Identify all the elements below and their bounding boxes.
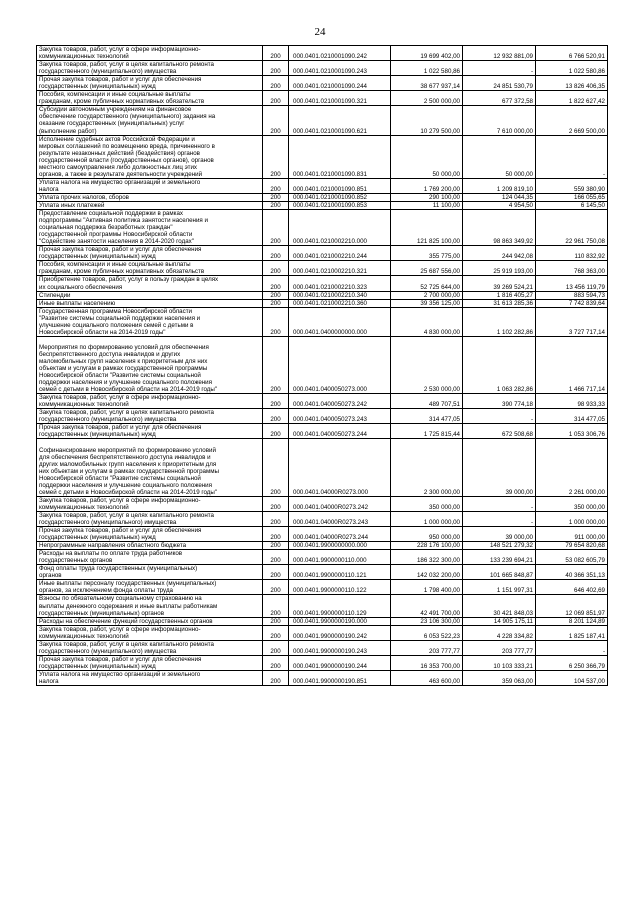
row-kbk-cell: 000.0401.0210001090.853	[289, 201, 391, 209]
row-name-cell: Иные выплаты персоналу государственных (муниципальных) органов, за исключением фонда оплаты труда	[37, 580, 263, 595]
row-name-cell: Прочая закупка товаров, работ и услуг для обеспечения государственных (муниципальных) нужд	[37, 246, 263, 261]
row-remain-cell: 6 145,50	[536, 201, 608, 209]
row-remain-cell: 911 000,00	[536, 527, 608, 542]
table-row	[37, 261, 608, 276]
table-row	[37, 424, 608, 439]
row-code-cell: 200	[263, 91, 289, 106]
row-plan-cell: 314 477,05	[391, 409, 463, 424]
row-fact-cell: 25 919 193,00	[463, 261, 536, 276]
table-row	[37, 511, 608, 526]
table-row	[37, 617, 608, 625]
row-code-cell: 200	[263, 106, 289, 135]
table-row	[37, 640, 608, 655]
row-code-cell: 200	[263, 46, 289, 61]
row-name-cell: Уплата налога на имущество организаций и земельного налога	[37, 178, 263, 193]
row-kbk-cell: 000.0401.04000R0273.243	[289, 511, 391, 526]
row-code-cell: 200	[263, 511, 289, 526]
row-code-cell: 200	[263, 291, 289, 299]
row-kbk-cell: 000.0401.04000R0273.242	[289, 496, 391, 511]
row-plan-cell: 121 825 100,00	[391, 210, 463, 246]
row-kbk-cell: 000.0401.9900000190.242	[289, 625, 391, 640]
row-code-cell: 200	[263, 424, 289, 439]
row-remain-cell: 559 380,90	[536, 178, 608, 193]
row-name-cell: Закупка товаров, работ, услуг в целях капитального ремонта государственного (муниципального) имущества	[37, 61, 263, 76]
row-kbk-cell: 000.0401.9900000110.000	[289, 550, 391, 565]
row-name-cell: Прочая закупка товаров, работ и услуг для обеспечения государственных (муниципальных) нужд	[37, 424, 263, 439]
row-name-cell: Прочая закупка товаров, работ и услуг для обеспечения государственных (муниципальных) нужд	[37, 76, 263, 91]
row-code-cell: 200	[263, 409, 289, 424]
row-fact-cell: 24 851 530,79	[463, 76, 536, 91]
row-remain-cell: 110 832,92	[536, 246, 608, 261]
row-remain-cell: 6 766 520,91	[536, 46, 608, 61]
row-code-cell: 200	[263, 261, 289, 276]
row-plan-cell: 52 725 644,00	[391, 276, 463, 291]
row-name-cell: Предоставление социальной поддержки в рамках подпрограммы "Активная политика занятости населения и социальная поддержка безработных граждан" государственной программы Новосибирской области "Содействие занятости населения в 2014-2020 годах"	[37, 210, 263, 246]
row-fact-cell: 244 942,08	[463, 246, 536, 261]
row-name-cell: Закупка товаров, работ, услуг в сфере информационно- коммуникационных технологий	[37, 625, 263, 640]
row-code-cell: 200	[263, 595, 289, 617]
row-code-cell: 200	[263, 307, 289, 336]
row-kbk-cell: 000.0401.0210002210.244	[289, 246, 391, 261]
row-fact-cell: 672 508,68	[463, 424, 536, 439]
row-fact-cell: 31 613 285,36	[463, 299, 536, 307]
table-row	[37, 565, 608, 580]
row-plan-cell: 350 000,00	[391, 496, 463, 511]
row-kbk-cell: 000.0401.0210002210.000	[289, 210, 391, 246]
row-name-cell: Софинансирование мероприятий по формированию условий для обеспечения беспрепятственного доступа инвалидов и других маломобильных групп населения к приоритетным для них объектам и услугам в рамках государственной программы Новосибирской области "Развитие системы социальной поддержки населения и улучшение социального положения семей с детьми в Новосибирской области на 2014-2019 годы"	[37, 439, 263, 496]
row-name-cell: Уплата налога на имущество организаций и земельного налога	[37, 670, 263, 685]
row-plan-cell: 4 830 000,00	[391, 307, 463, 336]
row-plan-cell: 50 000,00	[391, 135, 463, 178]
row-fact-cell: 203 777,77	[463, 640, 536, 655]
table-row	[37, 210, 608, 246]
table-row	[37, 527, 608, 542]
table-row	[37, 307, 608, 336]
row-name-cell: Уплата иных платежей	[37, 201, 263, 209]
row-name-cell: Расходы на обеспечение функций государственных органов	[37, 617, 263, 625]
row-name-cell: Закупка товаров, работ, услуг в целях капитального ремонта государственного (муниципального) имущества	[37, 511, 263, 526]
row-name-cell: Пособия, компенсации и иные социальные выплаты гражданам, кроме публичных нормативных обязательств	[37, 91, 263, 106]
row-kbk-cell: 000.0401.0210002210.340	[289, 291, 391, 299]
table-row	[37, 135, 608, 178]
row-plan-cell: 290 100,00	[391, 193, 463, 201]
row-remain-cell: 22 961 750,08	[536, 210, 608, 246]
row-code-cell: 200	[263, 550, 289, 565]
row-fact-cell: 30 421 848,03	[463, 595, 536, 617]
table-row	[37, 46, 608, 61]
row-remain-cell: 8 201 124,89	[536, 617, 608, 625]
row-remain-cell: 40 366 351,13	[536, 565, 608, 580]
row-fact-cell: 133 239 694,21	[463, 550, 536, 565]
row-remain-cell: 6 250 366,79	[536, 655, 608, 670]
row-kbk-cell: 000.0401.9900000190.000	[289, 617, 391, 625]
row-plan-cell: 23 106 300,00	[391, 617, 463, 625]
row-remain-cell: 314 477,05	[536, 409, 608, 424]
row-code-cell: 200	[263, 670, 289, 685]
row-code-cell: 200	[263, 655, 289, 670]
row-fact-cell: 1 209 819,10	[463, 178, 536, 193]
row-code-cell: 200	[263, 640, 289, 655]
table-row	[37, 542, 608, 550]
table-row	[37, 625, 608, 640]
row-name-cell: Уплата прочих налогов, сборов	[37, 193, 263, 201]
row-kbk-cell: 000.0401.04000R0273.244	[289, 527, 391, 542]
row-plan-cell: 16 353 700,00	[391, 655, 463, 670]
row-fact-cell: 98 863 349,92	[463, 210, 536, 246]
row-plan-cell: 25 687 556,00	[391, 261, 463, 276]
table-row	[37, 276, 608, 291]
row-code-cell: 200	[263, 201, 289, 209]
row-remain-cell: 1 053 306,76	[536, 424, 608, 439]
row-kbk-cell: 000.0401.0210002210.323	[289, 276, 391, 291]
table-body	[37, 46, 608, 686]
row-remain-cell: 1 466 717,14	[536, 336, 608, 393]
table-row	[37, 61, 608, 76]
table-row	[37, 291, 608, 299]
row-plan-cell: 1 769 200,00	[391, 178, 463, 193]
row-name-cell: Мероприятия по формированию условий для обеспечения беспрепятственного доступа инвалидов и других маломобильных групп населения к приоритетным для них объектам и услугам в рамках государственной программы Новосибирской области "Развитие системы социальной поддержки населения и улучшение социального положения семей с детьми в Новосибирской области на 2014-2019 годы"	[37, 336, 263, 393]
table-row	[37, 201, 608, 209]
row-remain-cell: 13 456 119,79	[536, 276, 608, 291]
row-kbk-cell: 000.0401.0400050273.242	[289, 394, 391, 409]
row-remain-cell: -	[536, 135, 608, 178]
row-code-cell: 200	[263, 210, 289, 246]
row-code-cell: 200	[263, 76, 289, 91]
row-plan-cell: 38 677 937,14	[391, 76, 463, 91]
row-name-cell: Государственная программа Новосибирской области "Развитие системы социальной поддержки населения и улучшение социального положения семей с детьми в Новосибирской области на 2014-2019 годы"	[37, 307, 263, 336]
row-fact-cell: 148 521 279,32	[463, 542, 536, 550]
row-fact-cell: 10 103 333,21	[463, 655, 536, 670]
row-plan-cell: 950 000,00	[391, 527, 463, 542]
row-remain-cell: 98 933,33	[536, 394, 608, 409]
row-fact-cell: 1 816 405,27	[463, 291, 536, 299]
row-code-cell: 200	[263, 580, 289, 595]
row-remain-cell: 1 822 627,42	[536, 91, 608, 106]
row-code-cell: 200	[263, 276, 289, 291]
table-row	[37, 91, 608, 106]
row-kbk-cell: 000.0401.0210001090.244	[289, 76, 391, 91]
row-code-cell: 200	[263, 565, 289, 580]
row-plan-cell: 2 500 000,00	[391, 91, 463, 106]
row-code-cell: 200	[263, 439, 289, 496]
row-plan-cell: 39 356 125,00	[391, 299, 463, 307]
row-kbk-cell: 000.0401.9900000110.129	[289, 595, 391, 617]
table-row	[37, 246, 608, 261]
row-plan-cell: 10 279 500,00	[391, 106, 463, 135]
row-remain-cell: 646 402,69	[536, 580, 608, 595]
row-kbk-cell: 000.0401.0210001090.621	[289, 106, 391, 135]
row-kbk-cell: 000.0401.9900000190.851	[289, 670, 391, 685]
row-plan-cell: 42 491 700,00	[391, 595, 463, 617]
row-plan-cell: 489 707,51	[391, 394, 463, 409]
row-remain-cell: 12 069 851,97	[536, 595, 608, 617]
row-plan-cell: 19 699 402,00	[391, 46, 463, 61]
row-name-cell: Иные выплаты населению	[37, 299, 263, 307]
row-name-cell: Пособия, компенсации и иные социальные выплаты гражданам, кроме публичных нормативных обязательств	[37, 261, 263, 276]
row-name-cell: Взносы по обязательному социальному страхованию на выплаты денежного содержания и иные выплаты работникам государственных (муниципальных) органов	[37, 595, 263, 617]
row-name-cell: Субсидии автономным учреждениям на финансовое обеспечение государственного (муниципального) задания на оказание государственных (муниципальных) услуг (выполнение работ)	[37, 106, 263, 135]
row-plan-cell: 2 300 000,00	[391, 439, 463, 496]
row-code-cell: 200	[263, 625, 289, 640]
table-row	[37, 299, 608, 307]
table-row	[37, 409, 608, 424]
row-fact-cell: 1 063 282,86	[463, 336, 536, 393]
row-name-cell: Стипендии	[37, 291, 263, 299]
row-plan-cell: 1 725 815,44	[391, 424, 463, 439]
row-plan-cell: 1 000 000,00	[391, 511, 463, 526]
row-name-cell: Исполнение судебных актов Российской Федерации и мировых соглашений по возмещению вреда, причиненного в результате незаконных действий (бездействия) органов государственной власти (государственных органов), органов местного самоуправления либо должностных лиц этих органов, а также в результате деятельности учреждений	[37, 135, 263, 178]
row-fact-cell: -	[463, 61, 536, 76]
row-remain-cell: 768 363,00	[536, 261, 608, 276]
row-remain-cell: 53 082 605,79	[536, 550, 608, 565]
row-plan-cell: 463 600,00	[391, 670, 463, 685]
row-plan-cell: 355 775,00	[391, 246, 463, 261]
row-kbk-cell: 000.0401.0210001090.321	[289, 91, 391, 106]
row-fact-cell: 39 269 524,21	[463, 276, 536, 291]
table-row	[37, 193, 608, 201]
row-kbk-cell: 000.0401.9900000000.000	[289, 542, 391, 550]
row-fact-cell: 677 372,58	[463, 91, 536, 106]
row-fact-cell: 1 151 997,31	[463, 580, 536, 595]
row-code-cell: 200	[263, 178, 289, 193]
row-code-cell: 200	[263, 135, 289, 178]
row-code-cell: 200	[263, 542, 289, 550]
row-remain-cell: 166 055,65	[536, 193, 608, 201]
table-row	[37, 76, 608, 91]
budget-execution-table	[36, 45, 608, 686]
row-plan-cell: 228 176 100,00	[391, 542, 463, 550]
row-name-cell: Закупка товаров, работ, услуг в целях капитального ремонта государственного (муниципального) имущества	[37, 640, 263, 655]
row-plan-cell: 6 053 522,23	[391, 625, 463, 640]
table-row	[37, 655, 608, 670]
table-row	[37, 496, 608, 511]
row-name-cell: Прочая закупка товаров, работ и услуг для обеспечения государственных (муниципальных) нужд	[37, 655, 263, 670]
row-remain-cell: 1 022 580,86	[536, 61, 608, 76]
row-remain-cell: 1 000 000,00	[536, 511, 608, 526]
row-remain-cell: 13 826 406,35	[536, 76, 608, 91]
row-fact-cell: 39 000,00	[463, 439, 536, 496]
row-kbk-cell: 000.0401.0210001090.851	[289, 178, 391, 193]
table-row	[37, 394, 608, 409]
row-kbk-cell: 000.0401.0400050273.000	[289, 336, 391, 393]
row-kbk-cell: 000.0401.9900000110.121	[289, 565, 391, 580]
table-row	[37, 595, 608, 617]
row-fact-cell: 50 000,00	[463, 135, 536, 178]
row-remain-cell: 350 000,00	[536, 496, 608, 511]
table-row	[37, 439, 608, 496]
row-name-cell: Закупка товаров, работ, услуг в целях капитального ремонта государственного (муниципального) имущества	[37, 409, 263, 424]
row-plan-cell: 11 100,00	[391, 201, 463, 209]
row-name-cell: Закупка товаров, работ, услуг в сфере информационно- коммуникационных технологий	[37, 394, 263, 409]
row-remain-cell: 79 654 820,68	[536, 542, 608, 550]
row-code-cell: 200	[263, 336, 289, 393]
row-code-cell: 200	[263, 617, 289, 625]
row-kbk-cell: 000.0401.0400050273.243	[289, 409, 391, 424]
row-kbk-cell: 000.0401.9900000190.244	[289, 655, 391, 670]
row-remain-cell: 2 261 000,00	[536, 439, 608, 496]
row-fact-cell: 390 774,18	[463, 394, 536, 409]
page-number: 24	[314, 26, 326, 38]
row-name-cell: Прочая закупка товаров, работ и услуг для обеспечения государственных (муниципальных) нужд	[37, 527, 263, 542]
row-fact-cell: 7 610 000,00	[463, 106, 536, 135]
row-plan-cell: 1 022 580,86	[391, 61, 463, 76]
row-fact-cell: 1 102 282,86	[463, 307, 536, 336]
row-remain-cell: 3 727 717,14	[536, 307, 608, 336]
row-name-cell: Закупка товаров, работ, услуг в сфере информационно- коммуникационных технологий	[37, 46, 263, 61]
row-kbk-cell: 000.0401.0210001090.242	[289, 46, 391, 61]
row-code-cell: 200	[263, 496, 289, 511]
row-remain-cell: 1 825 187,41	[536, 625, 608, 640]
row-name-cell: Расходы на выплаты по оплате труда работников государственных органов	[37, 550, 263, 565]
row-remain-cell: -	[536, 640, 608, 655]
row-kbk-cell: 000.0401.0400050273.244	[289, 424, 391, 439]
row-plan-cell: 142 032 200,00	[391, 565, 463, 580]
row-fact-cell: -	[463, 511, 536, 526]
row-kbk-cell: 000.0401.0210001090.243	[289, 61, 391, 76]
row-kbk-cell: 000.0401.04000R0273.000	[289, 439, 391, 496]
row-kbk-cell: 000.0401.9900000110.122	[289, 580, 391, 595]
row-name-cell: Приобретение товаров, работ, услуг в пользу граждан в целях их социального обеспечения	[37, 276, 263, 291]
table-row	[37, 550, 608, 565]
row-remain-cell: 2 669 500,00	[536, 106, 608, 135]
row-code-cell: 200	[263, 394, 289, 409]
row-remain-cell: 104 537,00	[536, 670, 608, 685]
row-fact-cell: 359 063,00	[463, 670, 536, 685]
row-fact-cell: -	[463, 496, 536, 511]
row-name-cell: Непрограммные направления областного бюджета	[37, 542, 263, 550]
row-kbk-cell: 000.0401.0210001090.852	[289, 193, 391, 201]
row-fact-cell: -	[463, 409, 536, 424]
row-remain-cell: 7 742 839,64	[536, 299, 608, 307]
row-code-cell: 200	[263, 61, 289, 76]
row-remain-cell: 883 594,73	[536, 291, 608, 299]
row-plan-cell: 1 798 400,00	[391, 580, 463, 595]
table-row	[37, 670, 608, 685]
table-row	[37, 580, 608, 595]
row-plan-cell: 2 700 000,00	[391, 291, 463, 299]
row-kbk-cell: 000.0401.0400000000.000	[289, 307, 391, 336]
row-code-cell: 200	[263, 299, 289, 307]
table-row	[37, 106, 608, 135]
row-fact-cell: 12 932 881,09	[463, 46, 536, 61]
row-code-cell: 200	[263, 193, 289, 201]
row-kbk-cell: 000.0401.9900000190.243	[289, 640, 391, 655]
row-fact-cell: 4 954,50	[463, 201, 536, 209]
row-code-cell: 200	[263, 246, 289, 261]
row-plan-cell: 2 530 000,00	[391, 336, 463, 393]
table-row	[37, 336, 608, 393]
row-fact-cell: 14 905 175,11	[463, 617, 536, 625]
row-plan-cell: 203 777,77	[391, 640, 463, 655]
row-name-cell: Закупка товаров, работ, услуг в сфере информационно- коммуникационных технологий	[37, 496, 263, 511]
row-kbk-cell: 000.0401.0210002210.321	[289, 261, 391, 276]
row-plan-cell: 186 322 300,00	[391, 550, 463, 565]
row-fact-cell: 4 228 334,82	[463, 625, 536, 640]
row-kbk-cell: 000.0401.0210001090.831	[289, 135, 391, 178]
row-fact-cell: 124 044,35	[463, 193, 536, 201]
row-name-cell: Фонд оплаты труда государственных (муниципальных) органов	[37, 565, 263, 580]
row-fact-cell: 39 000,00	[463, 527, 536, 542]
row-kbk-cell: 000.0401.0210002210.360	[289, 299, 391, 307]
row-fact-cell: 101 665 848,87	[463, 565, 536, 580]
row-code-cell: 200	[263, 527, 289, 542]
table-row	[37, 178, 608, 193]
